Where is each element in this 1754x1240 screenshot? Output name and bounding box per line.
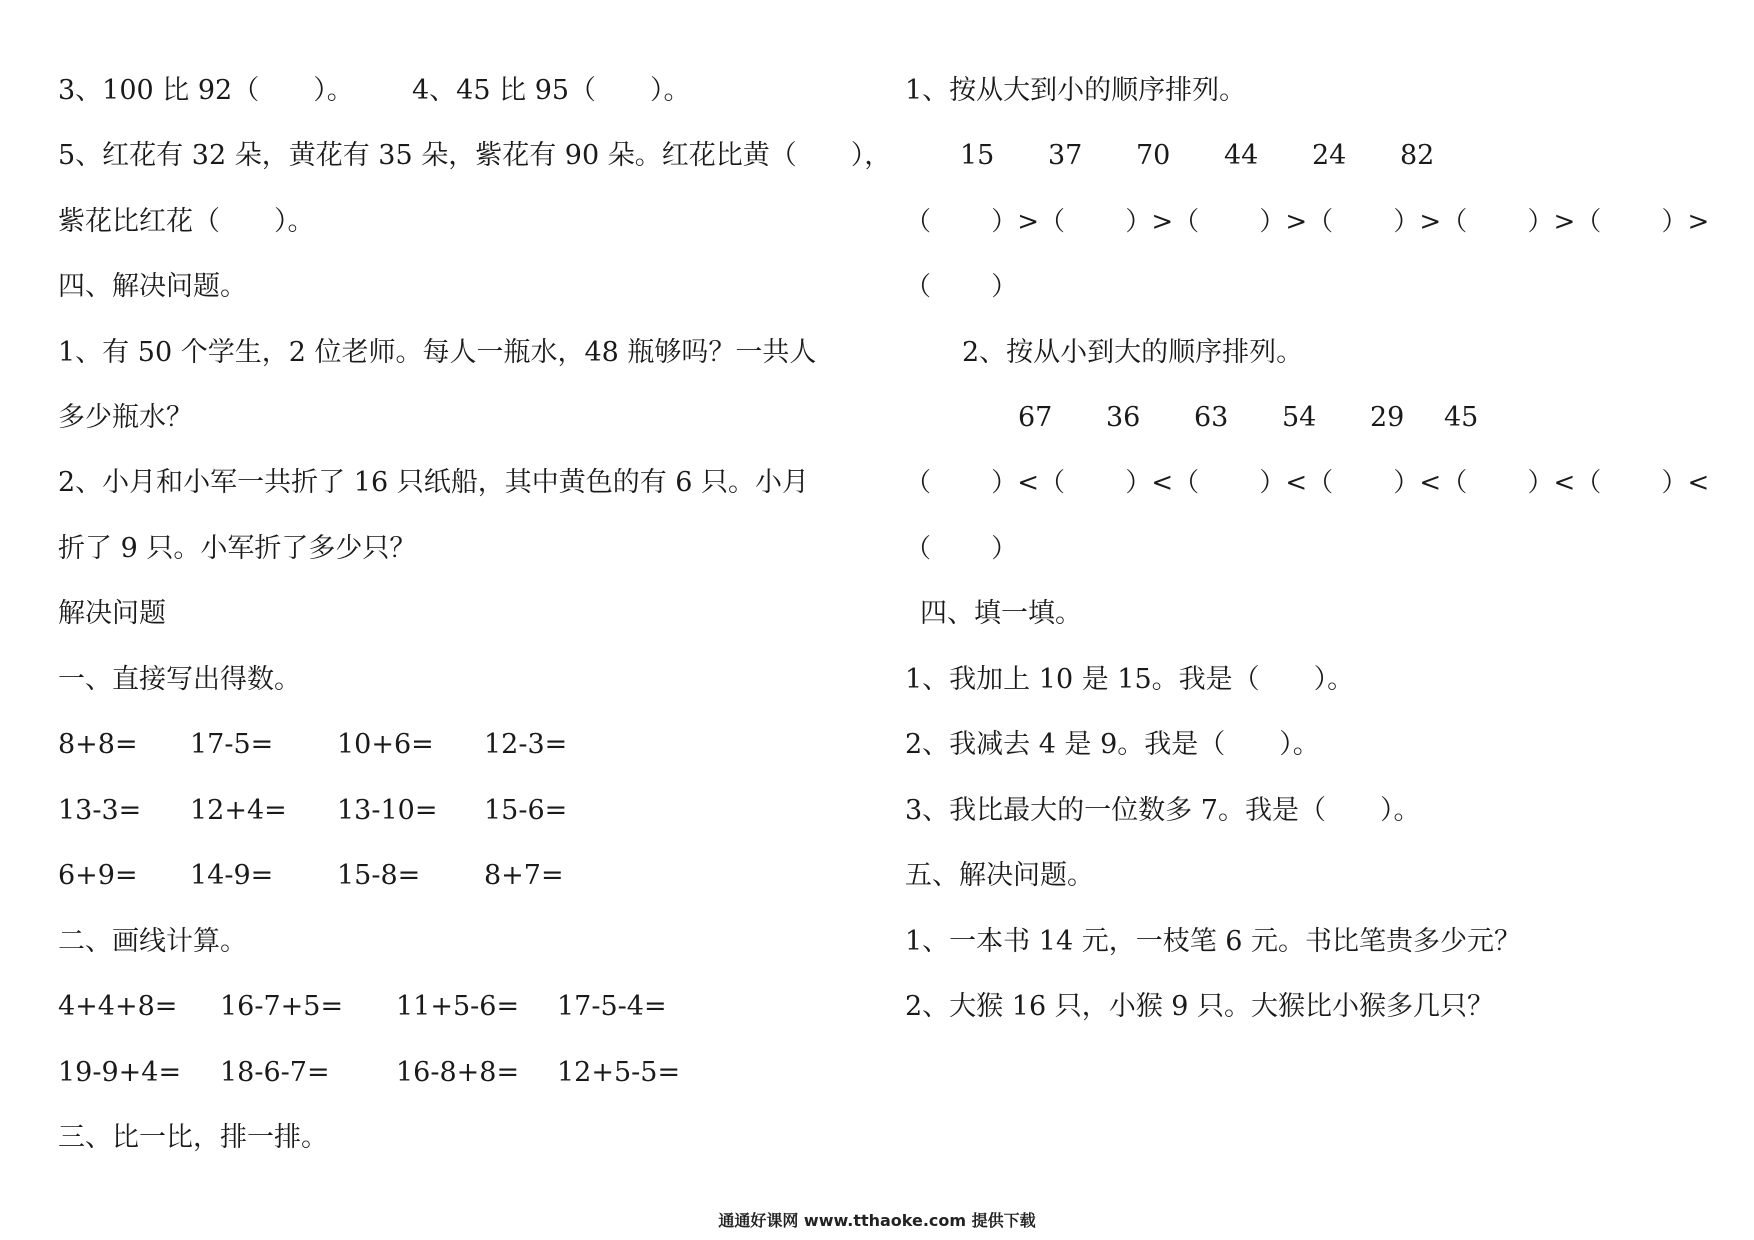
question-4: 4、45 比 95（ ）。 [412, 75, 691, 106]
order-desc-title: 1、按从大到小的顺序排列。 [905, 75, 1247, 106]
solve-question-2: 2、大猴 16 只，小猴 9 只。大猴比小猴多几只？ [905, 991, 1495, 1022]
order-desc-blanks-line-1: （ ）>（ ）>（ ）>（ ）>（ ）>（ ）> [905, 207, 1710, 237]
number-item: 29 [1370, 402, 1405, 433]
calc2-item: 4+4+8= [58, 991, 178, 1022]
calc-item: 8+7= [484, 860, 564, 891]
number-item: 67 [1018, 402, 1053, 433]
number-item: 54 [1282, 402, 1317, 433]
problem-2-line-1: 2、小月和小军一共折了 16 只纸船，其中黄色的有 6 只。小月 [58, 467, 810, 498]
calc2-item: 16-8+8= [396, 1057, 520, 1088]
calc2-item: 18-6-7= [220, 1057, 330, 1088]
question-3: 3、100 比 92（ ）。 [58, 75, 354, 106]
calc-item: 13-10= [337, 795, 438, 826]
calc-item: 12-3= [484, 729, 568, 760]
calc2-item: 12+5-5= [557, 1057, 681, 1088]
heading-solve-problems: 解决问题 [58, 598, 166, 629]
calc-item: 6+9= [58, 860, 138, 891]
problem-1-line-2: 多少瓶水？ [58, 402, 193, 433]
footer-credit: 通通好课网 www.tthaoke.com 提供下载 [718, 1211, 1036, 1230]
number-item: 63 [1194, 402, 1229, 433]
calc-item: 12+4= [190, 795, 287, 826]
problem-1-line-1: 1、有 50 个学生，2 位老师。每人一瓶水，48 瓶够吗？一共人 [58, 337, 817, 368]
question-5-line-2: 紫花比红花（ ）。 [58, 206, 315, 237]
order-asc-blanks-line-1: （ ）<（ ）<（ ）<（ ）<（ ）<（ ）< [905, 468, 1710, 498]
calc-item: 13-3= [58, 795, 142, 826]
number-item: 82 [1400, 140, 1435, 171]
calc2-item: 16-7+5= [220, 991, 344, 1022]
problem-2-line-2: 折了 9 只。小军折了多少只？ [58, 533, 417, 564]
order-asc-blanks-line-2: （ ） [905, 534, 1018, 564]
section-2-title: 二、画线计算。 [58, 926, 247, 957]
calc-item: 17-5= [190, 729, 274, 760]
fill-question-3: 3、我比最大的一位数多 7。我是（ ）。 [905, 795, 1421, 826]
section-3-title: 三、比一比，排一排。 [58, 1122, 328, 1153]
calc2-item: 17-5-4= [557, 991, 667, 1022]
solve-question-1: 1、一本书 14 元，一枝笔 6 元。书比笔贵多少元？ [905, 926, 1522, 957]
section-4-title-right: 四、填一填。 [920, 598, 1082, 629]
calc-item: 15-8= [337, 860, 421, 891]
question-5-line-1: 5、红花有 32 朵，黄花有 35 朵，紫花有 90 朵。红花比黄（ ）， [58, 140, 892, 171]
calc-item: 8+8= [58, 729, 138, 760]
number-item: 37 [1048, 140, 1083, 171]
number-item: 45 [1444, 402, 1479, 433]
calc-item: 15-6= [484, 795, 568, 826]
number-item: 70 [1136, 140, 1171, 171]
section-5-title: 五、解决问题。 [905, 860, 1094, 891]
order-desc-blanks-line-2: （ ） [905, 272, 1018, 302]
order-asc-title: 2、按从小到大的顺序排列。 [962, 337, 1304, 368]
calc2-item: 11+5-6= [396, 991, 520, 1022]
number-item: 24 [1312, 140, 1347, 171]
fill-question-1: 1、我加上 10 是 15。我是（ ）。 [905, 664, 1355, 695]
fill-question-2: 2、我减去 4 是 9。我是（ ）。 [905, 729, 1320, 760]
calc2-item: 19-9+4= [58, 1057, 182, 1088]
calc-item: 10+6= [337, 729, 434, 760]
calc-item: 14-9= [190, 860, 274, 891]
number-item: 15 [960, 140, 995, 171]
section-1-title: 一、直接写出得数。 [58, 664, 301, 695]
section-4-title-left: 四、解决问题。 [58, 271, 247, 302]
number-item: 44 [1224, 140, 1259, 171]
number-item: 36 [1106, 402, 1141, 433]
